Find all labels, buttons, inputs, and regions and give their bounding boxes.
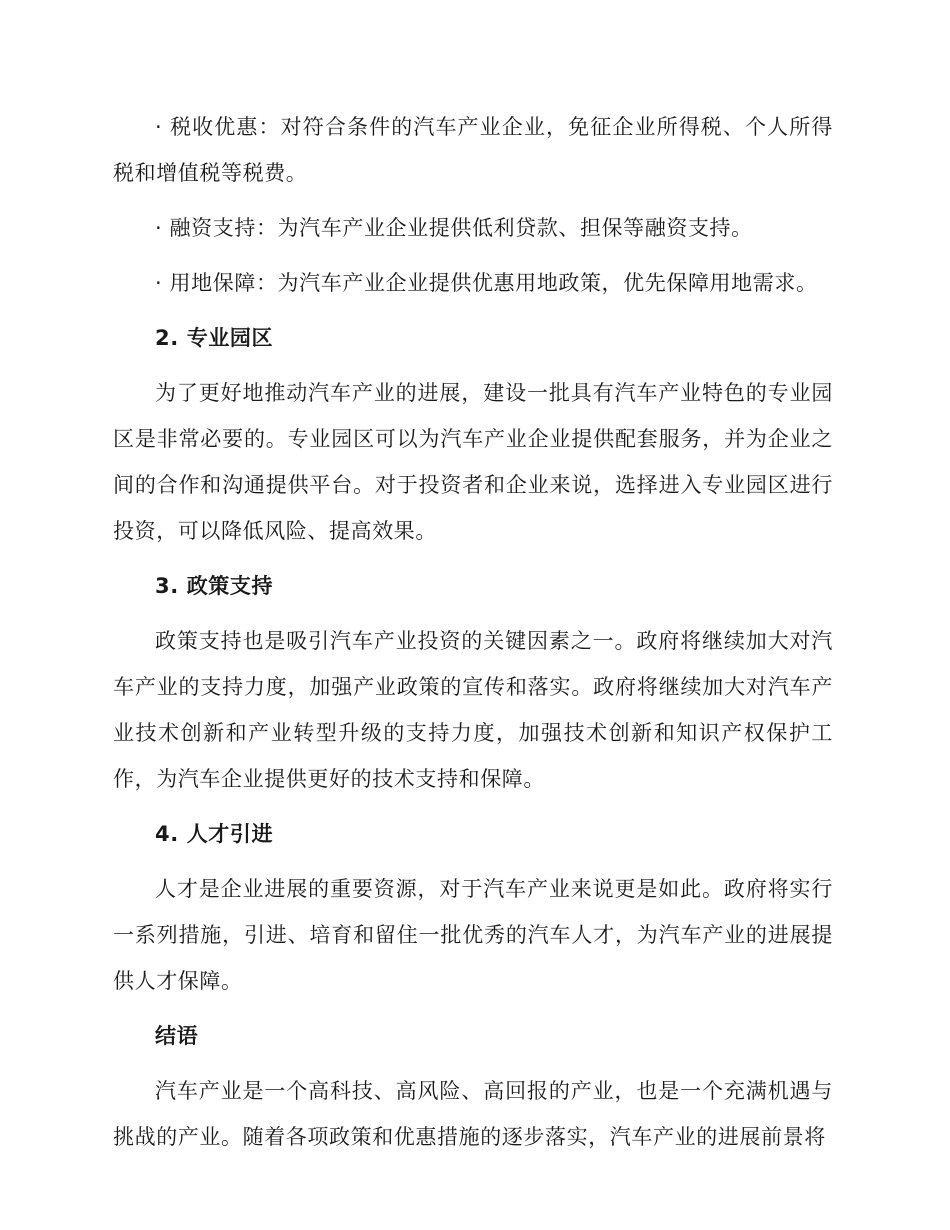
bullet-land-guarantee: · 用地保障：为汽车产业企业提供优惠用地政策，优先保障用地需求。 [155, 271, 818, 295]
section-body-policy-support: 政策支持也是吸引汽车产业投资的关键因素之一。政府将继续加大对汽车产业的支持力度，加强产业政策的宣传和落实。政府将继续加大对汽车产业技术创新和产业转型升级的支持力度，加强技术创新和知识产权保护工作，为汽车企业提供更好的技术支持和保障。 [113, 629, 833, 791]
section-body-conclusion: 汽车产业是一个高科技、高风险、高回报的产业，也是一个充满机遇与挑战的产业。随着各项政策和优惠措施的逐步落实，汽车产业的进展前景将 [113, 1079, 833, 1149]
section-heading-industrial-park: 2. 专业园区 [155, 326, 274, 350]
bullet-financing-support: · 融资支持：为汽车产业企业提供低利贷款、担保等融资支持。 [155, 216, 753, 240]
bullet-tax-benefit: · 税收优惠：对符合条件的汽车产业企业，免征企业所得税、个人所得税和增值税等税费。 [113, 115, 833, 185]
section-body-industrial-park: 为了更好地推动汽车产业的进展，建设一批具有汽车产业特色的专业园区是非常必要的。专业园区可以为汽车产业企业提供配套服务，并为企业之间的合作和沟通提供平台。对于投资者和企业来说，选择进入专业园区进行投资，可以降低风险、提高效果。 [113, 381, 833, 543]
section-body-talent: 人才是企业进展的重要资源，对于汽车产业来说更是如此。政府将实行一系列措施，引进、培育和留住一批优秀的汽车人才，为汽车产业的进展提供人才保障。 [113, 877, 833, 993]
section-heading-conclusion: 结语 [155, 1024, 199, 1048]
section-heading-policy-support: 3. 政策支持 [155, 574, 274, 598]
section-heading-talent: 4. 人才引进 [155, 822, 274, 846]
document-body [113, 104, 833, 1160]
